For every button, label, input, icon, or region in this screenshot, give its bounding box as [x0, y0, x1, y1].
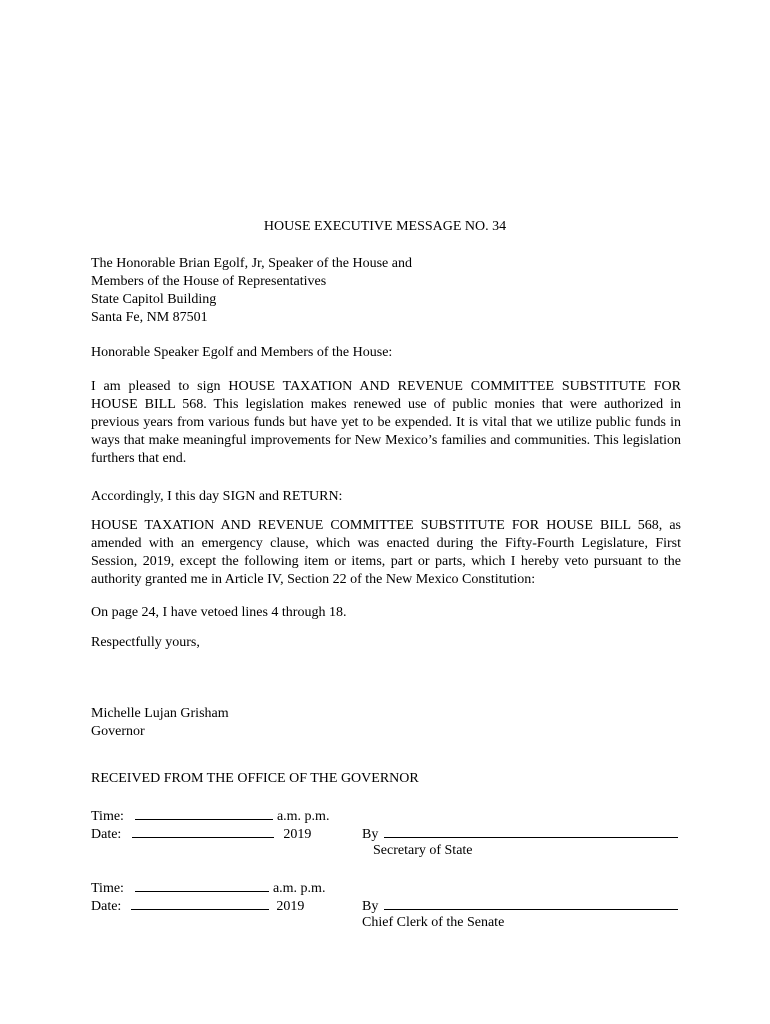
- received-heading: RECEIVED FROM THE OFFICE OF THE GOVERNOR: [91, 771, 419, 786]
- address-line: State Capitol Building: [91, 292, 217, 307]
- time-suffix: a.m. p.m.: [276, 809, 330, 824]
- by-signature-line: [384, 824, 678, 838]
- receipt-by-1: [362, 824, 678, 860]
- time-label: Time:: [91, 809, 124, 824]
- address-block: [91, 255, 412, 327]
- address-line: Members of the House of Representatives: [91, 274, 327, 289]
- salutation: Honorable Speaker Egolf and Members of the House:: [91, 345, 393, 360]
- date-label: Date:: [91, 899, 122, 914]
- time-blank: [135, 878, 269, 892]
- address-line: Santa Fe, NM 87501: [91, 310, 208, 325]
- paragraph-bill-description: HOUSE TAXATION AND REVENUE COMMITTEE SUBSTITUTE FOR HOUSE BILL 568, as amended with an emergency clause, which was enacted during the Fifty-Fourth Legislature, First Session, 2019, except the following item or items, part or parts, which I hereby veto pursuant to the authority granted me in Article IV, Section 22 of the New Mexico Constitution:: [91, 518, 681, 587]
- time-suffix: a.m. p.m.: [272, 881, 326, 896]
- paragraph-accordingly: Accordingly, I this day SIGN and RETURN:: [91, 489, 343, 504]
- by-label: By: [362, 899, 379, 914]
- receipt-by-2: [362, 896, 678, 932]
- document-title: HOUSE EXECUTIVE MESSAGE NO. 34: [263, 219, 507, 234]
- by-title: Secretary of State: [373, 843, 473, 858]
- date-blank: [131, 896, 269, 910]
- by-title: Chief Clerk of the Senate: [362, 915, 505, 930]
- date-suffix: 2019: [276, 899, 305, 914]
- closing: Respectfully yours,: [91, 635, 200, 650]
- signer-name: Michelle Lujan Grisham: [91, 706, 229, 721]
- address-line: The Honorable Brian Egolf, Jr, Speaker of the House and: [91, 256, 412, 271]
- date-suffix: 2019: [283, 827, 312, 842]
- by-signature-line: [384, 896, 678, 910]
- date-blank: [132, 824, 274, 838]
- paragraph-veto-lines: On page 24, I have vetoed lines 4 through 18.: [91, 605, 347, 620]
- time-blank: [135, 806, 273, 820]
- receipt-time-date-1: [91, 806, 329, 842]
- by-label: By: [362, 827, 379, 842]
- signer-title: Governor: [91, 724, 145, 739]
- paragraph-intro: I am pleased to sign HOUSE TAXATION AND REVENUE COMMITTEE SUBSTITUTE FOR HOUSE BILL 568. This legislation makes renewed use of public monies that were authorized in previous years from various funds but have yet to be expended. It is vital that we utilize public funds in ways that make meaningful improvements for New Mexico’s families and communities. This legislation furthers that end.: [91, 379, 681, 466]
- signature-block: [91, 705, 229, 741]
- date-label: Date:: [91, 827, 122, 842]
- receipt-time-date-2: [91, 878, 325, 914]
- time-label: Time:: [91, 881, 124, 896]
